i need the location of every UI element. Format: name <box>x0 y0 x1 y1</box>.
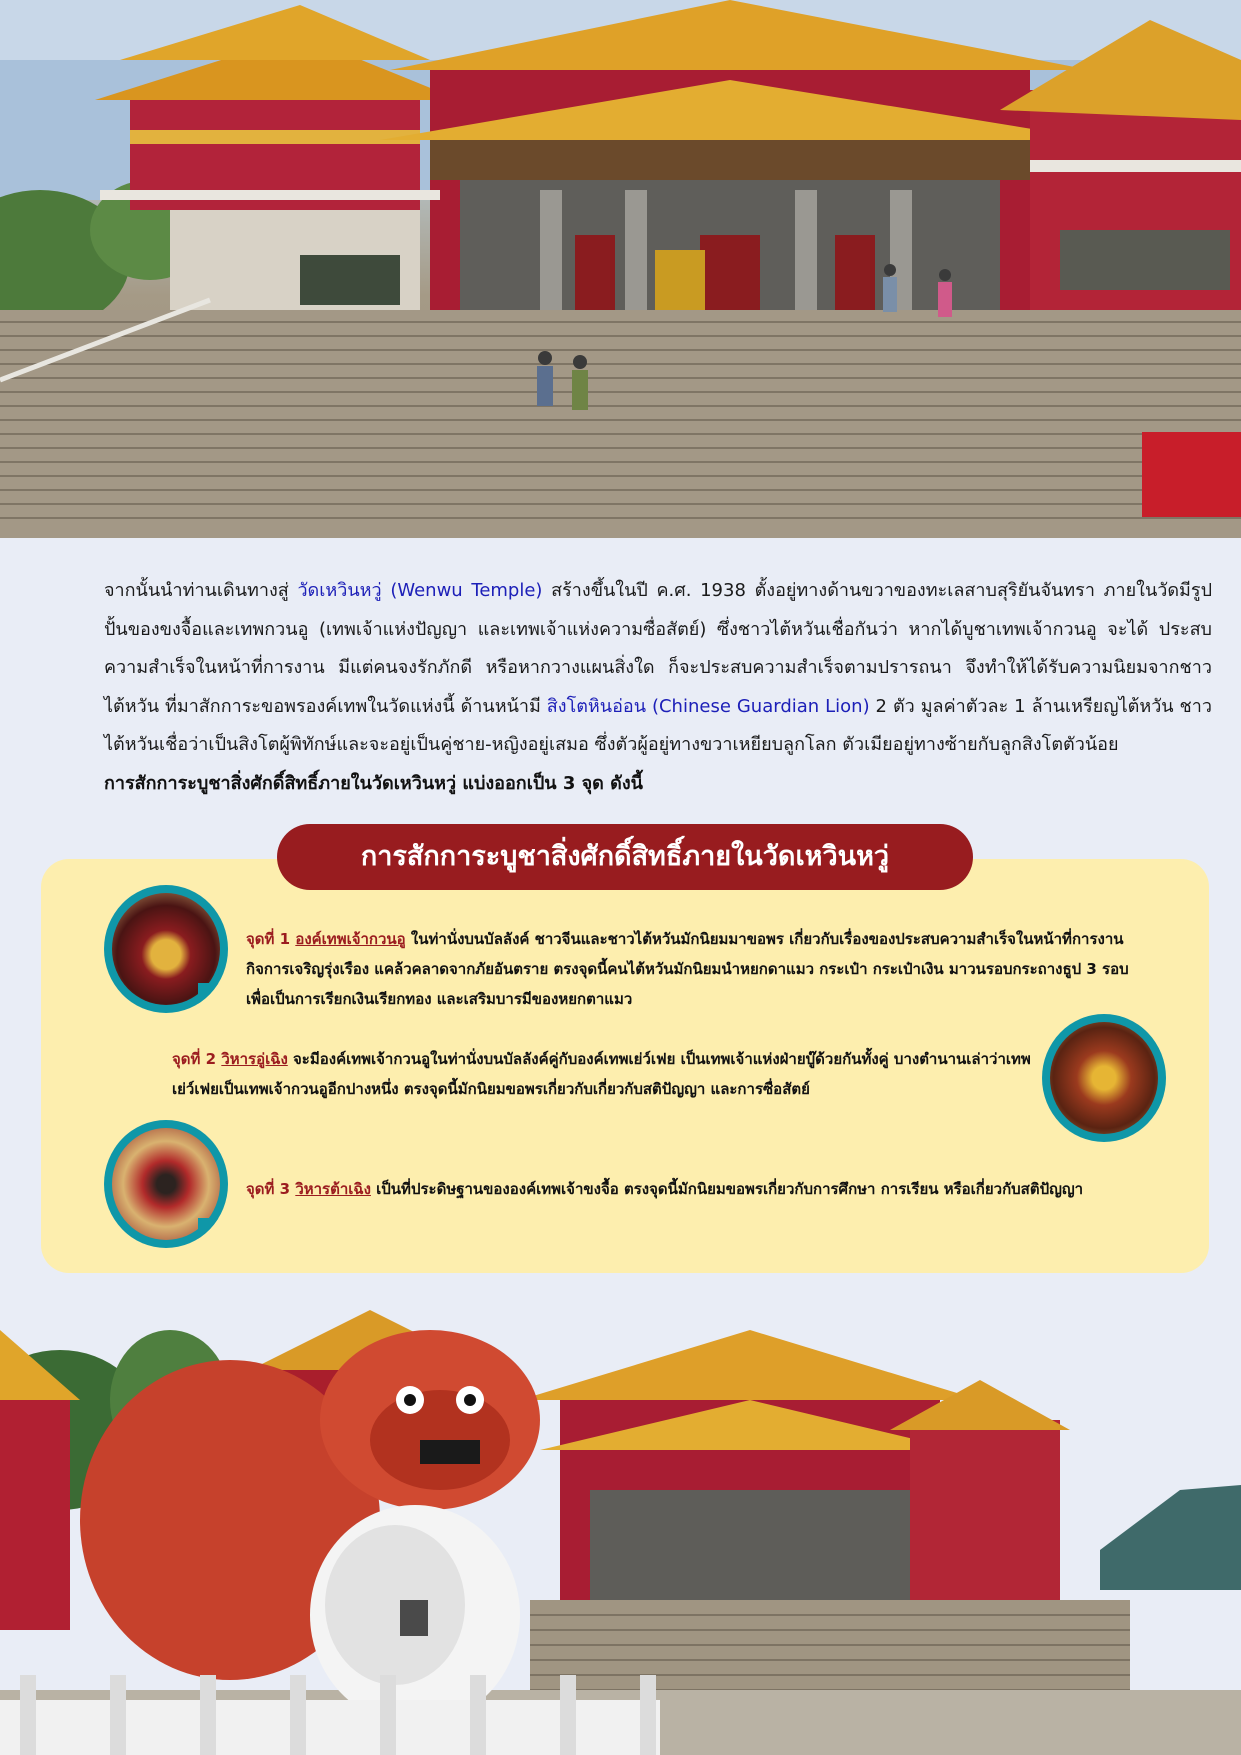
temple-name: วัดเหวินหวู่ (Wenwu Temple) <box>297 580 543 601</box>
point-2-link[interactable]: วิหารอู่เฉิง <box>221 1050 288 1068</box>
lion-name: สิงโตหินอ่อน (Chinese Guardian Lion) <box>546 695 870 717</box>
points-intro: การสักการะบูชาสิ่งศักดิ์สิทธิ์ภายในวัดเหวินหวู่ แบ่งออกเป็น 3 จุด ดังนี้ <box>104 772 643 794</box>
hero-photo <box>0 0 1241 538</box>
temple-illustration <box>0 0 1241 538</box>
point-3-label: จุดที่ 3 <box>246 1180 296 1198</box>
intro-text-c: 2 ตัว มูลค่าตัวละ 1 ล้านเหรียญไต้หวัน ชาวไต้หวันเชื่อว่าเป็นสิงโตผู้พิทักษ์และจะอยู่เป็นคู่ชาย-หญิงอยู่เสมอ ซึ่งตัวผู้อยู่ทางขวาเหยียบลูกโลก ตัวเมียอยู่ทางซ้ายกับลูกสิงโตตัวน้อย <box>104 695 1212 755</box>
intro-text-b: สร้างขึ้นในปี ค.ศ. 1938 ตั้งอยู่ทางด้านขวาของทะเลสาบสุริยันจันทรา ภายในวัดมีรูปปั้นของขงจื้อและเทพกวนอู (เทพเจ้าแห่งปัญญา และเทพเจ้าแห่งความซื่อสัตย์) ซึ่งชาวไต้หวันเชื่อกันว่า หากได้บูชาเทพเจ้ากวนอู จะได้ ประสบความสำเร็จในหน้าที่การงาน มีแต่คนจงรักภักดี หรือหากวางแผนสิ่งใด ก็จะประสบความสำเร็จตามปรารถนา จึงทำให้ได้รับความนิยมจากชาวไต้หวัน ที่มาสักการะขอพรองค์เทพในวัดแห่งนี้ ด้านหน้ามี <box>104 580 1212 717</box>
card-title: การสักการะบูชาสิ่งศักดิ์สิทธิ์ภายในวัดเหวินหวู่ <box>277 824 973 890</box>
point-1-text: ในท่านั่งบนบัลลังค์ ชาวจีนและชาวไต้หวันมักนิยมมาขอพร เกี่ยวกับเรื่องของประสบความสำเร็จในหน้าที่การงาน กิจการเจริญรุ่งเรือง แคล้วคลาดจากภัยอันตราย ตรงจุดนี้คนไต้หวันมักนิยมนำหยกดาแมว กระเป๋า กระเป๋าเงิน มาวนรอบกระถางธูป 3 รอบ เพื่อเป็นการเรียกเงินเรียกทอง และเสริมบารมีของหยกตาแมว <box>246 930 1129 1008</box>
intro-text-a: จากนั้นนำท่านเดินทางสู่ <box>104 580 298 601</box>
point-3-link[interactable]: วิหารต้าเฉิง <box>295 1180 371 1198</box>
lion-temple-illustration <box>0 1290 1241 1755</box>
intro-paragraph <box>104 572 1212 803</box>
point-1-link[interactable]: องค์เทพเจ้ากวนอู <box>295 930 406 948</box>
point-2 <box>172 1044 1034 1104</box>
point-2-thumbnail <box>1042 1014 1166 1142</box>
point-1 <box>246 924 1146 1014</box>
point-2-label: จุดที่ 2 <box>172 1050 222 1068</box>
bottom-photo <box>0 1290 1241 1755</box>
point-1-thumbnail <box>104 885 228 1013</box>
point-3-thumbnail <box>104 1120 228 1248</box>
point-3 <box>246 1174 1146 1204</box>
point-2-text: จะมีองค์เทพเจ้ากวนอูในท่านั่งบนบัลลังค์คู่กับองค์เทพเย่ว์เฟย เป็นเทพเจ้าแห่งฝ่ายบู๊ด้วยกันทั้งคู่ บางตำนานเล่าว่าเทพเย่ว์เฟยเป็นเทพเจ้ากวนอูอีกปางหนึ่ง ตรงจุดนี้มักนิยมขอพรเกี่ยวกับเกี่ยวกับสติปัญญา และการซื่อสัตย์ <box>172 1050 1031 1098</box>
point-3-text: เป็นที่ประดิษฐานขององค์เทพเจ้าขงจื้อ ตรงจุดนี้มักนิยมขอพรเกี่ยวกับการศึกษา การเรียน หรือเกี่ยวกับสติปัญญา <box>370 1180 1084 1198</box>
point-1-label: จุดที่ 1 <box>246 930 296 948</box>
